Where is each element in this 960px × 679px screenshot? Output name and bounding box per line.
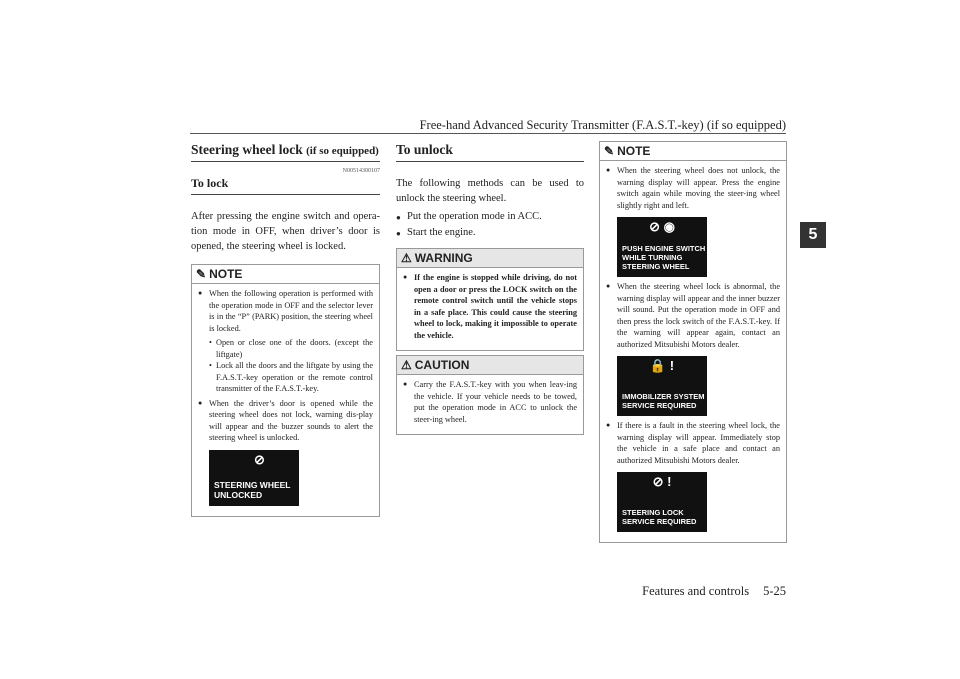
caution-header: ⚠ CAUTION (397, 356, 583, 375)
pencil-icon: ✎ (604, 144, 615, 158)
steering-lock-icon: ⊘ ◉ (649, 219, 675, 234)
note-item: ● When the driver’s door is opened while the steering wheel does not lock, warning dis-play will appear and the buzzer sounds to alert the steering wheel is unlocked. (198, 398, 373, 444)
warning-display-image: 🔒 ! IMMOBILIZER SYSTEM SERVICE REQUIRED (617, 356, 707, 416)
note-item: ● When the steering wheel does not unlock, the warning display will appear. Press the engine switch again while moving the steer-ing wheel slightly right and left. (606, 165, 780, 211)
steering-lock-fault-icon: ⊘ ! (652, 474, 672, 489)
note-header: ✎ NOTE (600, 142, 786, 161)
caution-box (396, 355, 584, 435)
warning-display-image: ⊘ STEERING WHEEL UNLOCKED (209, 450, 299, 506)
column-steering-lock (191, 142, 380, 517)
footer-section: Features and controls (642, 584, 750, 598)
note-item: ● When the steering wheel lock is abnormal, the warning display will appear and the inner buzzer will sound. Put the operation mode in OFF and then press the lock switch of the F.A.S.T.-key. If the warning will appear again, contact an authorized Mitsubishi Motors dealer. (606, 281, 780, 350)
column-note (599, 141, 787, 543)
warning-triangle-icon: ⚠ (401, 251, 412, 265)
page-number: 5-25 (763, 584, 786, 598)
immobilizer-icon: 🔒 ! (649, 358, 675, 373)
caution-triangle-icon: ⚠ (401, 358, 412, 372)
caution-item: ● Carry the F.A.S.T.-key with you when leav-ing the vehicle. If your vehicle needs to be towed, put the operation mode in ACC to unlock the steer-ing wheel. (403, 379, 577, 425)
list-item: ● Start the engine. (396, 226, 584, 240)
warning-display-image: ⊘ ◉ PUSH ENGINE SWITCH WHILE TURNING STEERING WHEEL (617, 217, 707, 277)
pencil-icon: ✎ (196, 267, 207, 281)
steering-key-icon: ⊘ (254, 451, 265, 467)
page-footer (642, 584, 786, 599)
note-box (599, 141, 787, 543)
note-box (191, 264, 380, 517)
section-title: Steering wheel lock (if so equipped) (191, 142, 380, 162)
note-item: ● When the following operation is performed with the operation mode in OFF and the selector lever is in the “P” (PARK) position, the steering wheel is locked. (198, 288, 373, 334)
note-item: ● If there is a fault in the steering wheel lock, the warning display will appear. Immediately stop the vehicle in a safe place and contact an authorized Mitsubishi Motors dealer. (606, 420, 780, 466)
section-title: To unlock (396, 142, 584, 162)
warning-header: ⚠ WARNING (397, 249, 583, 268)
subsection-title: To lock (191, 176, 380, 195)
warning-box (396, 248, 584, 351)
header-rule (190, 133, 786, 134)
doc-code: N00514300107 (342, 168, 380, 174)
page-header: Free-hand Advanced Security Transmitter (F.A.S.T.-key) (if so equipped) (419, 118, 786, 132)
note-subitem: • Lock all the doors and the liftgate by using the F.A.S.T.-key operation or the remote control transmitter of the F.A.S.T.-key. (198, 360, 373, 395)
chapter-tab: 5 (800, 222, 826, 248)
warning-display-image: ⊘ ! STEERING LOCK SERVICE REQUIRED (617, 472, 707, 532)
column-unlock (396, 142, 584, 435)
note-subitem: • Open or close one of the doors. (except the liftgate) (198, 337, 373, 360)
note-header: ✎ NOTE (192, 265, 379, 284)
body-text: The following methods can be used to unlock the steering wheel. (396, 178, 584, 204)
list-item: ● Put the operation mode in ACC. (396, 210, 584, 224)
body-text: After pressing the engine switch and opera-tion mode in OFF, when driver’s door is opened, the steering wheel is locked. (191, 211, 380, 252)
warning-item: ● If the engine is stopped while driving, do not open a door or press the LOCK switch on the remote control switch until the vehicle stops in a safe place. This could cause the steering wheel to lock, making it impossible to operate the vehicle. (403, 272, 577, 341)
